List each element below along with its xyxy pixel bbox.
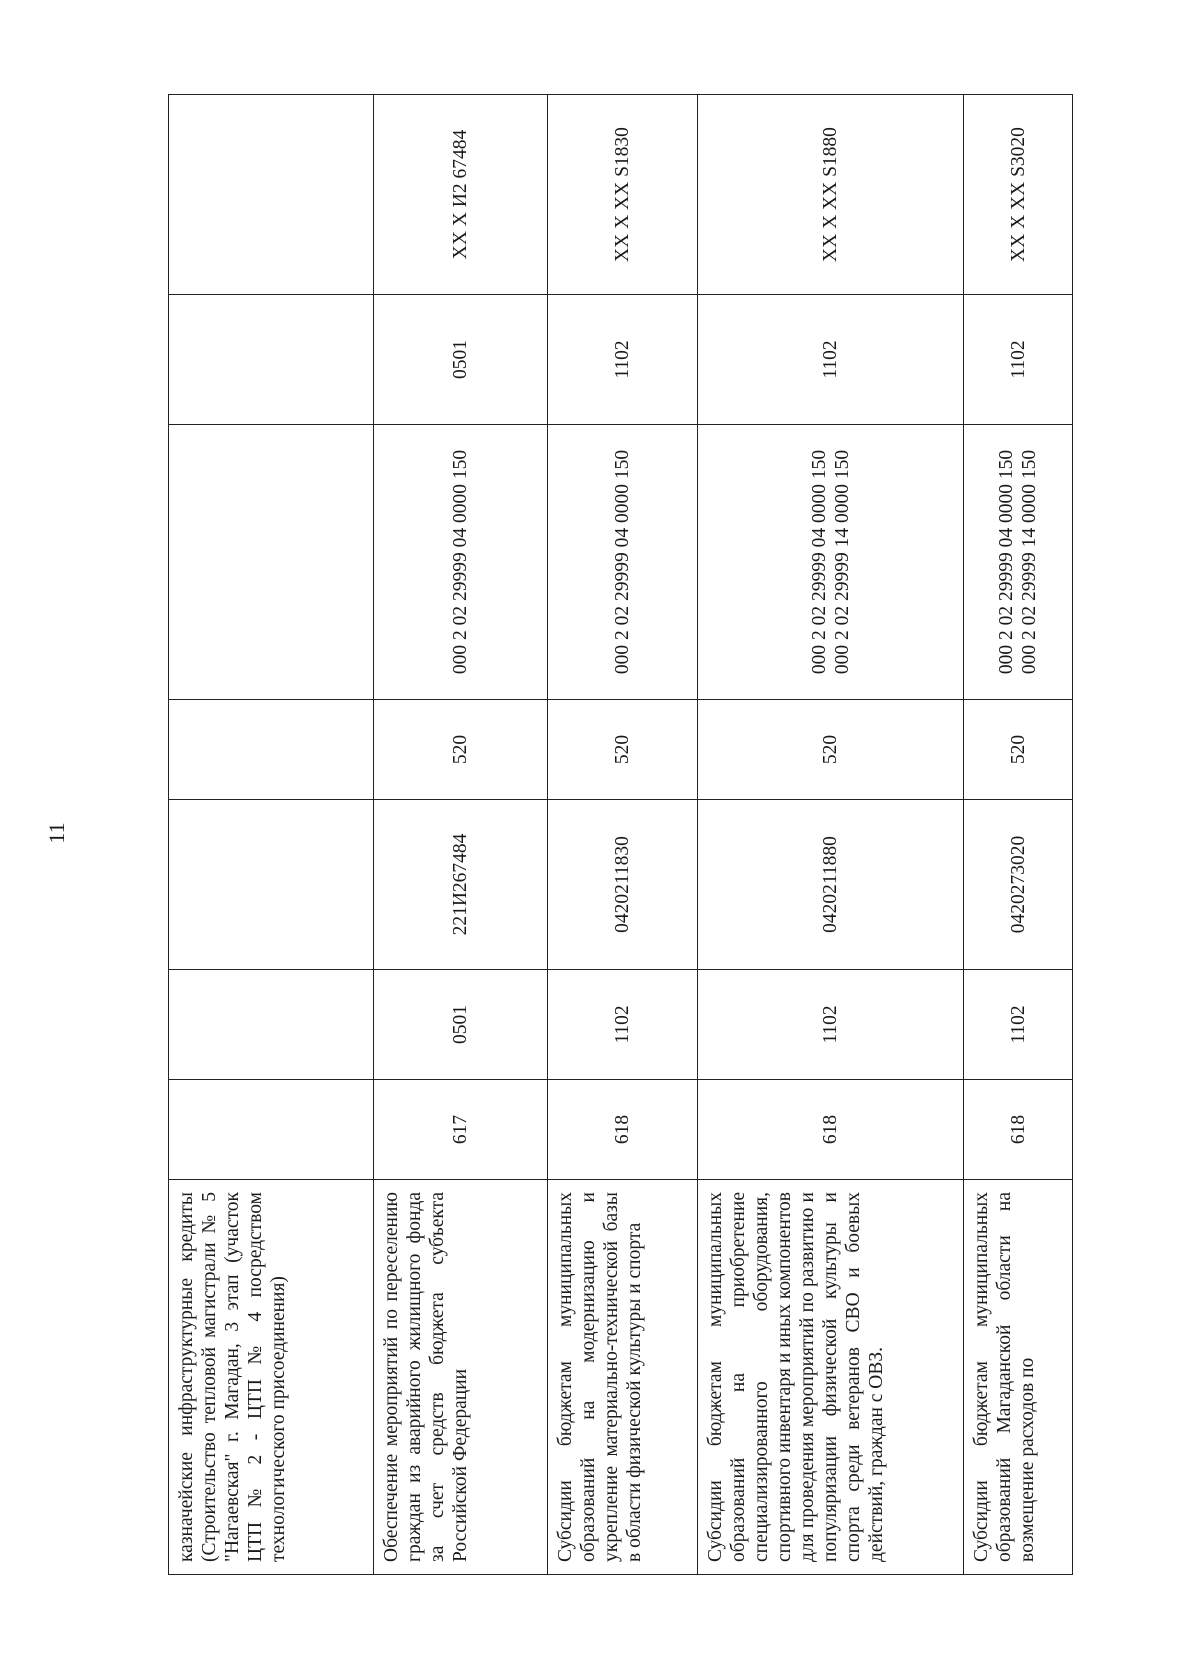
section-code: 1102 <box>548 970 698 1080</box>
row-description: Субсидии бюджетам муниципальных образований Магаданской области на возмещение расходов по <box>964 1180 1073 1575</box>
administrator-code: 617 <box>374 1080 548 1180</box>
table-row <box>169 95 374 1575</box>
administrator-code: 618 <box>698 1080 964 1180</box>
section-code: 0501 <box>374 970 548 1080</box>
revenue-code <box>698 425 964 700</box>
revenue-code-line: 000 2 02 29999 14 0000 150 <box>1019 449 1040 675</box>
recipient-target-code: ХХ Х ХХ S1880 <box>698 95 964 295</box>
page-number: 11 <box>44 822 69 844</box>
recipient-section-code <box>169 295 374 425</box>
administrator-code: 618 <box>964 1080 1073 1180</box>
section-code <box>169 970 374 1080</box>
row-description: казначейские инфраструктурные кредиты (Строительство тепловой магистрали № 5 "Нагаевская" г. Магадан, 3 этап (участок ЦТП № 2 - ЦТП № 4 посредством технологического присоединения) <box>169 1180 374 1575</box>
target-article-code: 0420211880 <box>698 800 964 970</box>
row-description: Субсидии бюджетам муниципальных образований на приобретение специализированного оборудования, спортивного инвентаря и иных компонентов для проведения мероприятий по развитию и популяризации физической культуры и спорта среди ветеранов СВО и боевых действий, граждан с ОВЗ. <box>698 1180 964 1575</box>
section-code: 1102 <box>964 970 1073 1080</box>
revenue-code-line: 000 2 02 29999 04 0000 150 <box>808 449 830 675</box>
revenue-code-line: 000 2 02 29999 04 0000 150 <box>996 449 1017 675</box>
recipient-target-code: ХХ Х ХХ S3020 <box>964 95 1073 295</box>
table-row <box>964 95 1073 1575</box>
revenue-code-line: 000 2 02 29999 04 0000 150 <box>450 449 471 675</box>
expense-type-code: 520 <box>374 700 548 800</box>
expense-type-code: 520 <box>698 700 964 800</box>
target-article-code: 0420211830 <box>548 800 698 970</box>
administrator-code: 618 <box>548 1080 698 1180</box>
recipient-section-code: 1102 <box>548 295 698 425</box>
recipient-target-code <box>169 95 374 295</box>
row-description: Обеспечение мероприятий по переселению граждан из аварийного жилищного фонда за счет средств бюджета субъекта Российской Федерации <box>374 1180 548 1575</box>
revenue-code <box>964 425 1073 700</box>
recipient-section-code: 0501 <box>374 295 548 425</box>
recipient-target-code: ХХ Х И2 67484 <box>374 95 548 295</box>
rotated-table-container <box>168 95 1072 1575</box>
expense-type-code <box>169 700 374 800</box>
expense-type-code: 520 <box>548 700 698 800</box>
administrator-code <box>169 1080 374 1180</box>
target-article-code: 0420273020 <box>964 800 1073 970</box>
target-article-code: 221И267484 <box>374 800 548 970</box>
row-description: Субсидии бюджетам муниципальных образований на модернизацию и укрепление материально-технической базы в области физической культуры и спорта <box>548 1180 698 1575</box>
section-code: 1102 <box>698 970 964 1080</box>
target-article-code <box>169 800 374 970</box>
recipient-section-code: 1102 <box>964 295 1073 425</box>
revenue-code <box>374 425 548 700</box>
revenue-code-line: 000 2 02 29999 04 0000 150 <box>612 449 633 675</box>
budget-codes-table <box>168 94 1073 1575</box>
recipient-target-code: ХХ Х ХХ S1830 <box>548 95 698 295</box>
revenue-code <box>548 425 698 700</box>
recipient-section-code: 1102 <box>698 295 964 425</box>
table-row <box>698 95 964 1575</box>
expense-type-code: 520 <box>964 700 1073 800</box>
table-row <box>548 95 698 1575</box>
revenue-code-line: 000 2 02 29999 14 0000 150 <box>831 449 853 675</box>
revenue-code <box>169 425 374 700</box>
table-row <box>374 95 548 1575</box>
